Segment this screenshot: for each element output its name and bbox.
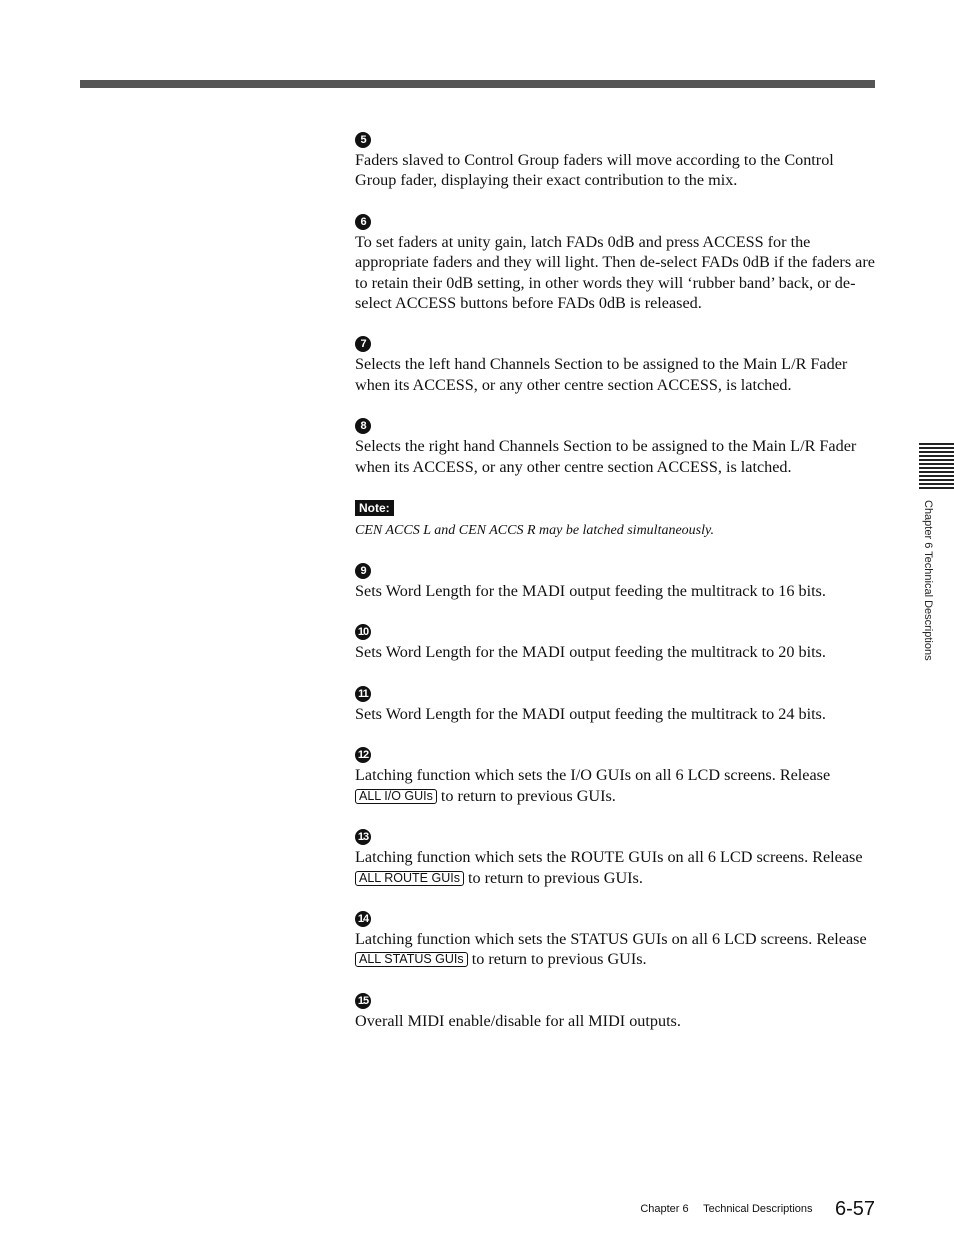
item-number-badge: 8: [355, 418, 371, 434]
list-item: [355, 561, 875, 601]
list-item: [355, 212, 875, 314]
chapter-tab-marker: [919, 443, 954, 491]
note-block: [355, 499, 875, 540]
item-text: Latching function which sets the I/O GUIs on all 6 LCD screens. Release ALL I/O GUIs to return to previous GUIs.: [355, 766, 831, 805]
item-text: Latching function which sets the STATUS GUIs on all 6 LCD screens. Release ALL STATUS GUIs to return to previous GUIs.: [355, 929, 867, 969]
chapter-tab-label: Chapter 6 Technical Descriptions: [922, 500, 934, 661]
item-number-badge: 9: [355, 563, 371, 579]
top-rule: [80, 80, 875, 88]
list-item: [355, 745, 875, 806]
item-number-badge: 10: [355, 624, 371, 640]
item-number-badge: 12: [355, 747, 371, 763]
footer-title: Technical Descriptions: [703, 1203, 813, 1215]
item-text: Faders slaved to Control Group faders will move according to the Control Group fader, displaying their exact contribution to the mix.: [355, 151, 834, 190]
all-io-guis-key: ALL I/O GUIs: [355, 789, 437, 804]
item-number-badge: 14: [355, 911, 371, 927]
item-number-badge: 11: [355, 686, 371, 702]
item-number-badge: 7: [355, 336, 371, 352]
page-footer: [640, 1198, 875, 1221]
footer-chapter: Chapter 6: [640, 1203, 689, 1215]
item-number-badge: 15: [355, 993, 371, 1009]
item-text: Latching function which sets the ROUTE GUIs on all 6 LCD screens. Release ALL ROUTE GUIs to return to previous GUIs.: [355, 848, 863, 887]
item-text: Selects the left hand Channels Section to be assigned to the Main L/R Fader when its ACCESS, or any other centre section ACCESS, is latched.: [355, 355, 848, 394]
item-text: To set faders at unity gain, latch FADs 0dB and press ACCESS for the appropriate faders and they will light. Then de-select FADs 0dB if the faders are to retain their 0dB setting, in other words they will ‘rubber band’ back, or de-select ACCESS buttons before FADs 0dB is released.: [355, 232, 875, 313]
item-text: Sets Word Length for the MADI output feeding the multitrack to 20 bits.: [355, 643, 826, 662]
item-number-badge: 6: [355, 214, 371, 230]
item-text: Selects the right hand Channels Section to be assigned to the Main L/R Fader when its ACCESS, or any other centre section ACCESS, is latched.: [355, 437, 857, 476]
note-label: Note:: [355, 500, 394, 516]
list-item: [355, 334, 875, 395]
all-route-guis-key: ALL ROUTE GUIs: [355, 871, 464, 886]
list-item: [355, 130, 875, 191]
item-number-badge: 13: [355, 829, 371, 845]
item-text: Sets Word Length for the MADI output feeding the multitrack to 16 bits.: [355, 582, 826, 601]
list-item: [355, 684, 875, 724]
list-item: [355, 827, 875, 888]
item-number-badge: 5: [355, 132, 371, 148]
page-number: 6-57: [834, 1198, 875, 1220]
note-text: CEN ACCS L and CEN ACCS R may be latched simultaneously.: [355, 523, 714, 539]
content-column: [355, 130, 875, 1052]
list-item: [355, 416, 875, 477]
item-text: Sets Word Length for the MADI output feeding the multitrack to 24 bits.: [355, 704, 826, 723]
list-item: [355, 991, 875, 1031]
list-item: [355, 909, 875, 970]
list-item: [355, 622, 875, 662]
item-text: Overall MIDI enable/disable for all MIDI outputs.: [355, 1011, 681, 1030]
all-status-guis-key: ALL STATUS GUIs: [355, 952, 468, 967]
